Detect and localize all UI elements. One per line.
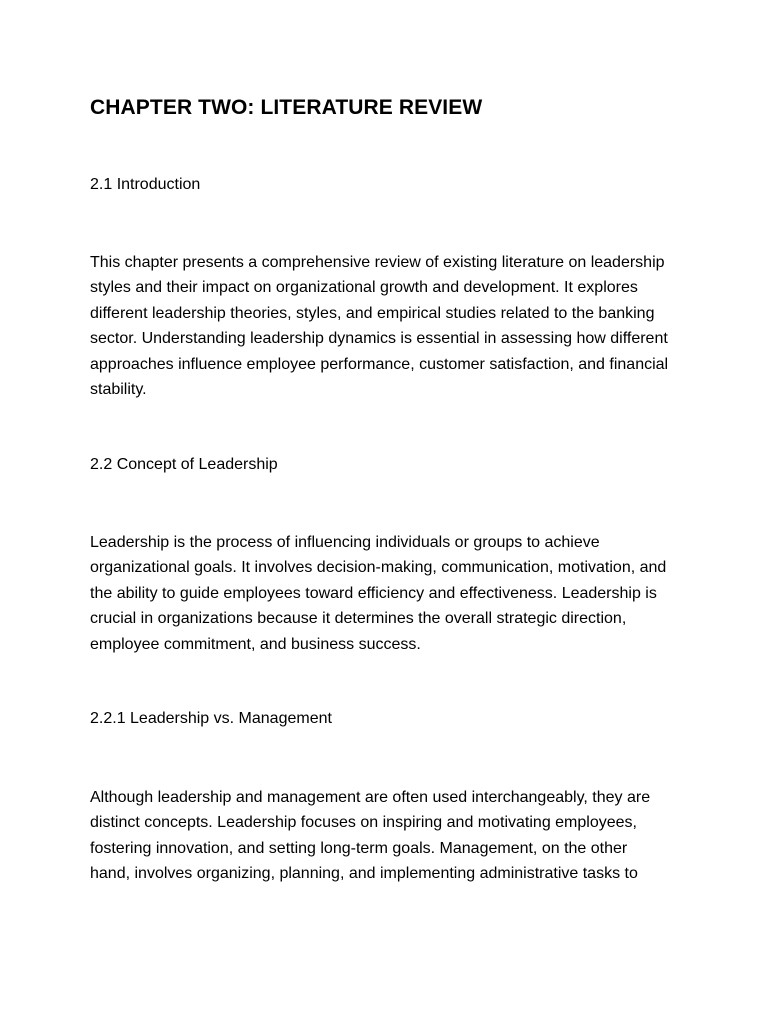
section-heading-concept-of-leadership: 2.2 Concept of Leadership — [90, 456, 278, 473]
paragraph-line: styles and their impact on organizational growth and development. It explores — [90, 279, 638, 297]
paragraph-line: Although leadership and management are often used interchangeably, they are — [90, 789, 651, 806]
paragraph-line: fostering innovation, and setting long-term goals. Management, on the other — [90, 839, 628, 857]
paragraph-line: sector. Understanding leadership dynamics is essential in assessing how different — [90, 330, 668, 348]
paragraph-line: This chapter presents a comprehensive review of existing literature on leadership — [90, 254, 665, 271]
paragraph-leadership-vs-management — [90, 785, 690, 887]
paragraph-line: different leadership theories, styles, and empirical studies related to the banking — [90, 304, 655, 322]
paragraph-introduction — [90, 250, 690, 402]
paragraph-line: stability. — [90, 381, 147, 399]
paragraph-line: Leadership is the process of influencing individuals or groups to achieve — [90, 534, 600, 551]
paragraph-line: approaches influence employee performance, customer satisfaction, and financial — [90, 355, 669, 373]
paragraph-line: organizational goals. It involves decision-making, communication, motivation, and — [90, 559, 667, 577]
paragraph-line: employee commitment, and business success. — [90, 635, 421, 653]
section-heading-introduction: 2.1 Introduction — [90, 176, 201, 193]
paragraph-line: distinct concepts. Leadership focuses on inspiring and motivating employees, — [90, 814, 637, 832]
paragraph-line: hand, involves organizing, planning, and implementing administrative tasks to — [90, 865, 638, 883]
paragraph-line: crucial in organizations because it determines the overall strategic direction, — [90, 610, 627, 628]
section-heading-leadership-vs-management: 2.2.1 Leadership vs. Management — [90, 710, 332, 727]
paragraph-line: the ability to guide employees toward efficiency and effectiveness. Leadership is — [90, 584, 657, 602]
chapter-title: CHAPTER TWO: LITERATURE REVIEW — [90, 96, 483, 119]
paragraph-concept-of-leadership — [90, 530, 690, 657]
